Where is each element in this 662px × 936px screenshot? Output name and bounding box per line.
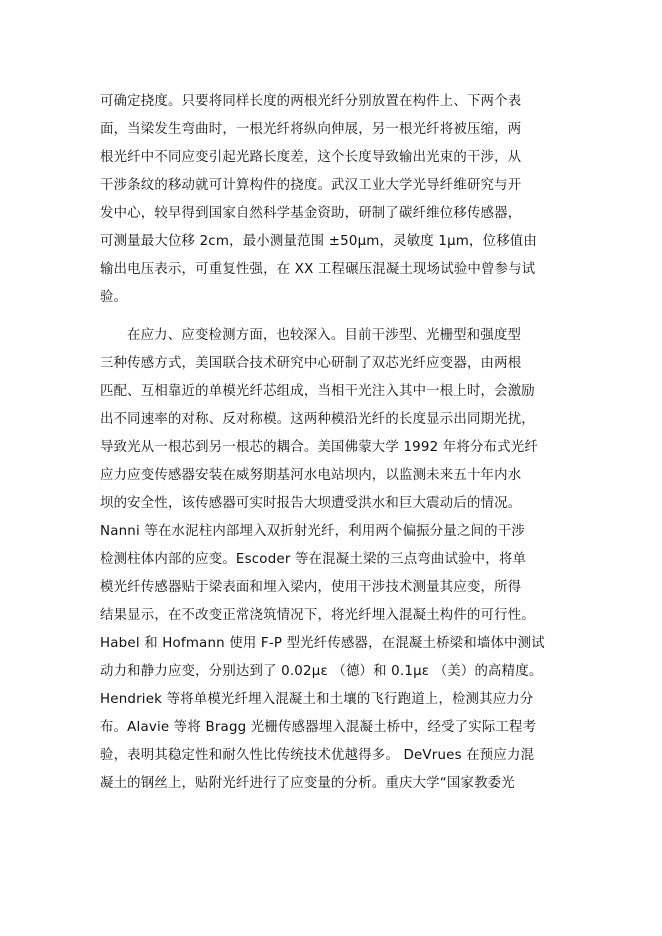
text-line: 模光纤传感器贴于梁表面和埋入梁内，使用干涉技术测量其应变，所得 [100, 580, 522, 595]
text-line: 动力和静力应变，分别达到了 0.02με （德）和 0.1με （美）的高精度。 [100, 664, 543, 679]
text-line: 输出电压表示，可重复性强，在 XX 工程碾压混凝土现场试验中曾参与试 [100, 262, 536, 277]
text-line: 面，当梁发生弯曲时，一根光纤将纵向伸展，另一根光纤将被压缩，两 [100, 122, 522, 137]
text-line: 凝土的钢丝上，贴附光纤进行了应变量的分析。重庆大学“国家教委光 [100, 776, 515, 791]
paragraph-first-line: 在应力、应变检测方面，也较深入。目前干涉型、光栅型和强度型 [127, 328, 522, 343]
text-line: 三种传感方式，美国联合技术研究中心研制了双芯光纤应变器，由两根 [100, 356, 522, 371]
text-line: 验，表明其稳定性和耐久性比传统技术优越得多。 DeVrues 在预应力混 [100, 748, 535, 763]
text-line: 根光纤中不同应变引起光路长度差，这个长度导致输出光束的干涉，从 [100, 150, 522, 165]
text-line: 坝的安全性，该传感器可实时报告大坝遭受洪水和巨大震动后的情况。 [100, 496, 522, 511]
text-line: Habel 和 Hofmann 使用 F-P 型光纤传感器，在混凝土桥梁和墙体中测试 [100, 636, 545, 651]
text-line: 验。 [100, 290, 128, 305]
text-line: 出不同速率的对称、反对称模。这两种模沿光纤的长度显示出同期光扰， [100, 412, 535, 427]
text-line: 布。Alavie 等将 Bragg 光栅传感器埋入混凝土桥中，经受了实际工程考 [100, 720, 537, 735]
text-line: 可测量最大位移 2cm，最小测量范围 ±50μm，灵敏度 1μm，位移值由 [100, 234, 537, 249]
text-line: 检测柱体内部的应变。Escoder 等在混凝土梁的三点弯曲试验中，将单 [100, 552, 527, 567]
text-line: Nanni 等在水泥柱内部埋入双折射光纤，利用两个偏振分量之间的干涉 [100, 524, 525, 539]
text-line: 导致光从一根芯到另一根芯的耦合。美国佛蒙大学 1992 年将分布式光纤 [100, 440, 538, 455]
text-line: 匹配、互相靠近的单模光纤芯组成，当相干光注入其中一根上时，会激励 [100, 384, 535, 399]
text-line: 干涉条纹的移动就可计算构件的挠度。武汉工业大学光导纤维研究与开 [100, 178, 522, 193]
text-line: 结果显示，在不改变正常浇筑情况下，将光纤埋入混凝土构件的可行性。 [100, 608, 535, 623]
text-line: 发中心，较早得到国家自然科学基金资助，研制了碳纤维位移传感器， [100, 206, 522, 221]
text-line: 应力应变传感器安装在威努期基河水电站坝内，以监测未来五十年内水 [100, 468, 522, 483]
text-line: 可确定挠度。只要将同样长度的两根光纤分别放置在构件上、下两个表 [100, 94, 522, 109]
text-line: Hendriek 等将单模光纤埋入混凝土和土壤的飞行跑道上，检测其应力分 [100, 692, 534, 707]
